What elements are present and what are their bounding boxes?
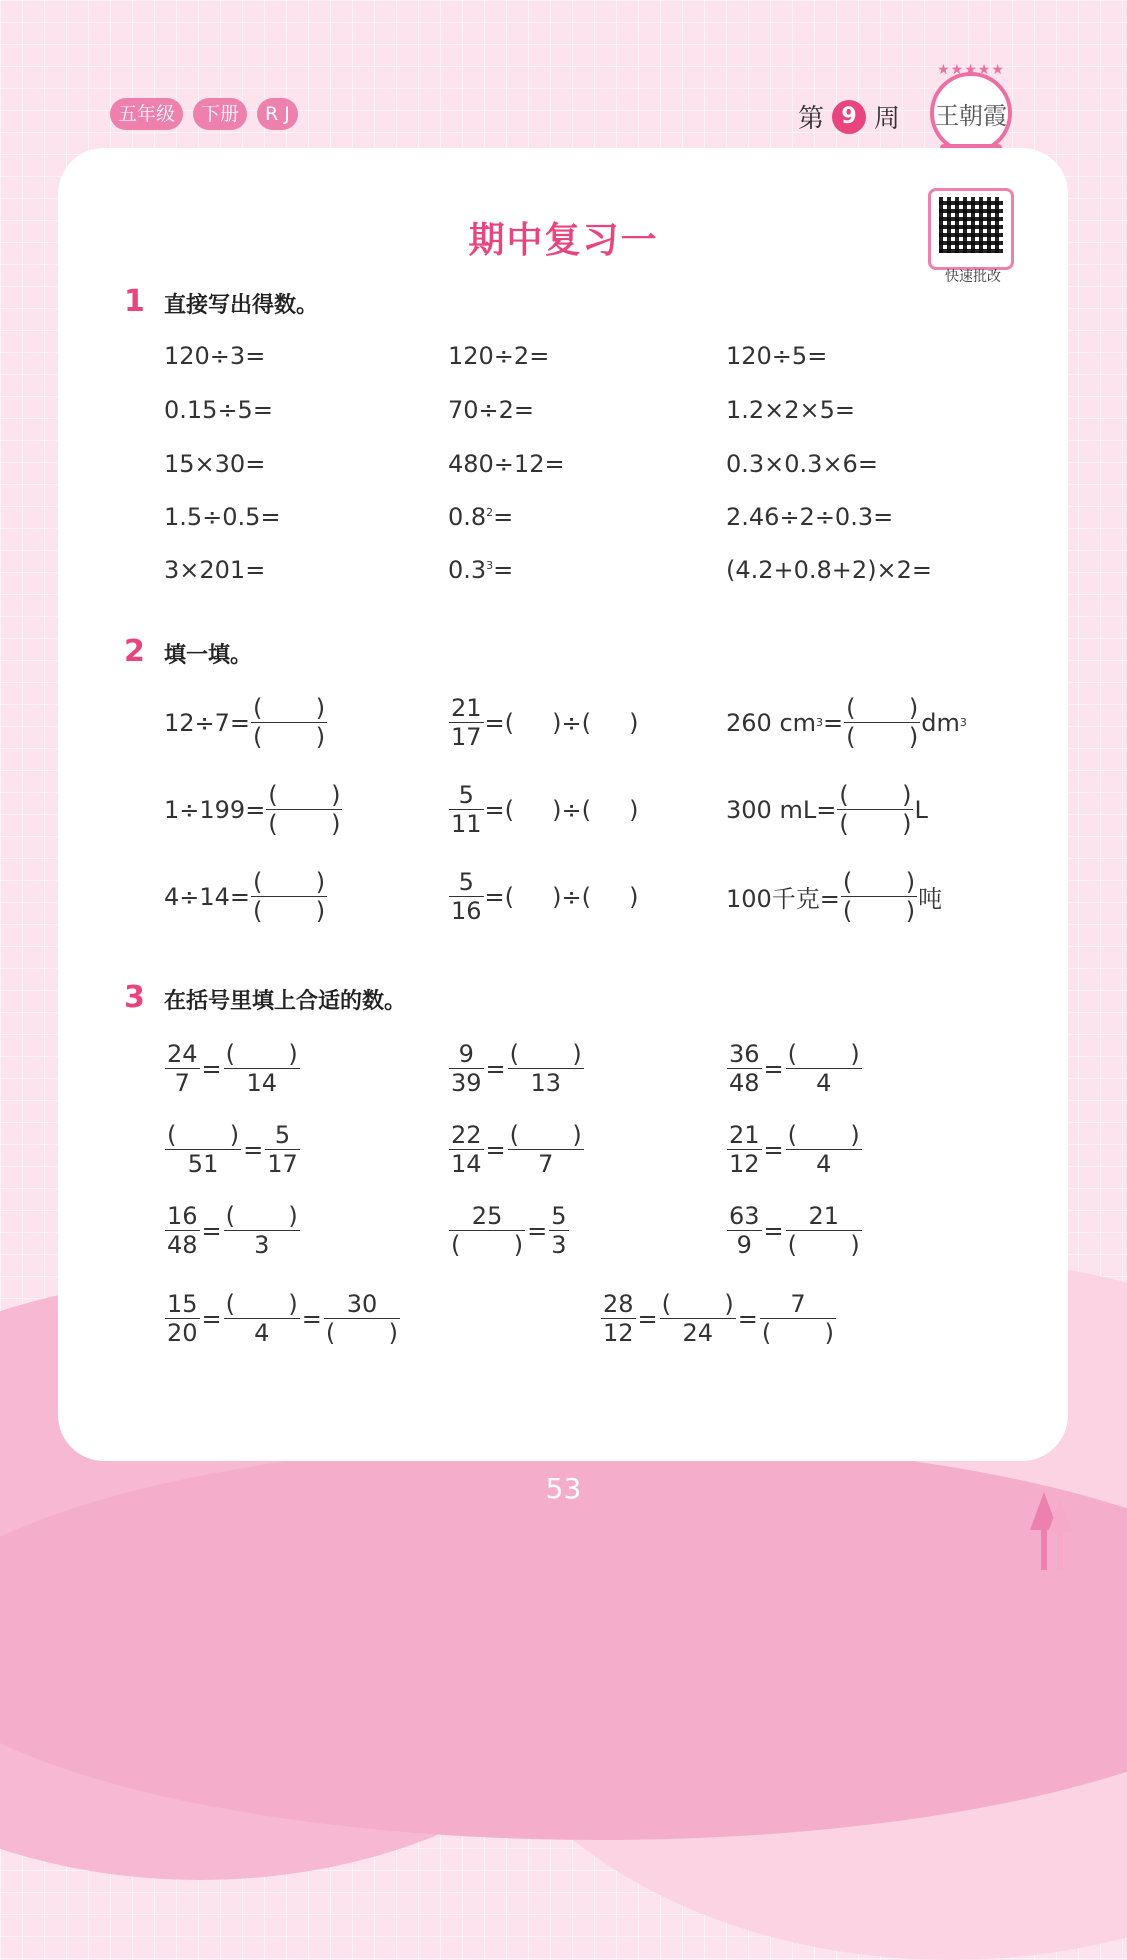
star-icon: ★★★★★	[937, 62, 1005, 78]
section-title: 在括号里填上合适的数。	[164, 989, 407, 1014]
brand-logo	[930, 62, 1012, 154]
grade-tag: 五年级	[110, 98, 183, 130]
fraction-problem: 25 ( ) = $\frac{5}{3}$	[451, 1202, 567, 1259]
week-number-clock-icon: 9	[832, 100, 866, 134]
problem: 3×201=	[164, 556, 266, 584]
fill-problem: 4÷14= ( ) ( )	[164, 868, 326, 925]
fill-problem: 1÷199= ( ) ( )	[164, 781, 341, 838]
brand-name: 王朝霞	[935, 102, 1007, 130]
fraction-problem: $\frac{36}{48}$ = ( ) 4	[729, 1040, 860, 1097]
section-title: 直接写出得数。	[164, 293, 319, 318]
section-title: 填一填。	[164, 643, 253, 668]
problem: 1.5÷0.5=	[164, 503, 281, 531]
fill-problem: 300 mL= ( ) ( ) L	[726, 781, 928, 838]
volume-tag: 下册	[193, 98, 247, 130]
problem: (4.2+0.8+2)×2=	[726, 556, 933, 584]
arrow-icon	[1030, 1492, 1080, 1570]
problem: 1.2×2×5=	[726, 396, 856, 424]
grade-tags	[110, 98, 298, 130]
qr-label: 快速批改	[945, 269, 1001, 285]
fill-problem: 12÷7= ( ) ( )	[164, 694, 326, 751]
week-prefix: 第	[798, 104, 825, 134]
problem: 120÷3=	[164, 342, 266, 370]
section-number: 2	[124, 634, 145, 669]
problem: $0.8^2=$	[448, 503, 514, 531]
problem: 15×30=	[164, 450, 266, 478]
fraction-problem: $\frac{22}{14}$ = ( ) 7	[451, 1121, 582, 1178]
fill-problem: $\frac{5}{16}$ =( )÷( )	[451, 868, 639, 925]
week-label	[798, 98, 900, 135]
qr-code-icon[interactable]	[928, 188, 1014, 270]
problem: 0.3×0.3×6=	[726, 450, 878, 478]
problem: $0.3^3=$	[448, 556, 514, 584]
problem: 480÷12=	[448, 450, 565, 478]
problem: 0.15÷5=	[164, 396, 273, 424]
fraction-problem: $\frac{9}{39}$ = ( ) 13	[451, 1040, 582, 1097]
fill-problem: 260 cm 3 = ( ) ( ) dm 3	[726, 694, 967, 751]
edition-tag: R J	[257, 98, 298, 130]
week-suffix: 周	[874, 104, 901, 134]
fraction-problem: $\frac{21}{12}$ = ( ) 4	[729, 1121, 860, 1178]
fraction-problem: $\frac{24}{7}$ = ( ) 14	[167, 1040, 298, 1097]
page-title: 期中复习一	[468, 220, 659, 261]
problem: 120÷2=	[448, 342, 550, 370]
fraction-problem: $\frac{63}{9}$ = 21 ( )	[729, 1202, 860, 1259]
problem: 70÷2=	[448, 396, 535, 424]
problem: 120÷5=	[726, 342, 828, 370]
fill-problem: 100千克= ( ) ( ) 吨	[726, 868, 943, 925]
section-number: 3	[124, 980, 145, 1015]
fraction-problem: ( ) 51 = $\frac{5}{17}$	[167, 1121, 298, 1178]
page-number: 53	[545, 1472, 582, 1505]
fraction-problem: $\frac{16}{48}$ = ( ) 3	[167, 1202, 298, 1259]
fill-problem: $\frac{5}{11}$ =( )÷( )	[451, 781, 639, 838]
fraction-problem: $\frac{28}{12}$ = ( ) 24 = 7 ( )	[603, 1290, 835, 1347]
problem: 2.46÷2÷0.3=	[726, 503, 894, 531]
section-number: 1	[124, 284, 145, 319]
fraction-problem: $\frac{15}{20}$ = ( ) 4 = 30 ( )	[167, 1290, 399, 1347]
fill-problem: $\frac{21}{17}$ =( )÷( )	[451, 694, 639, 751]
